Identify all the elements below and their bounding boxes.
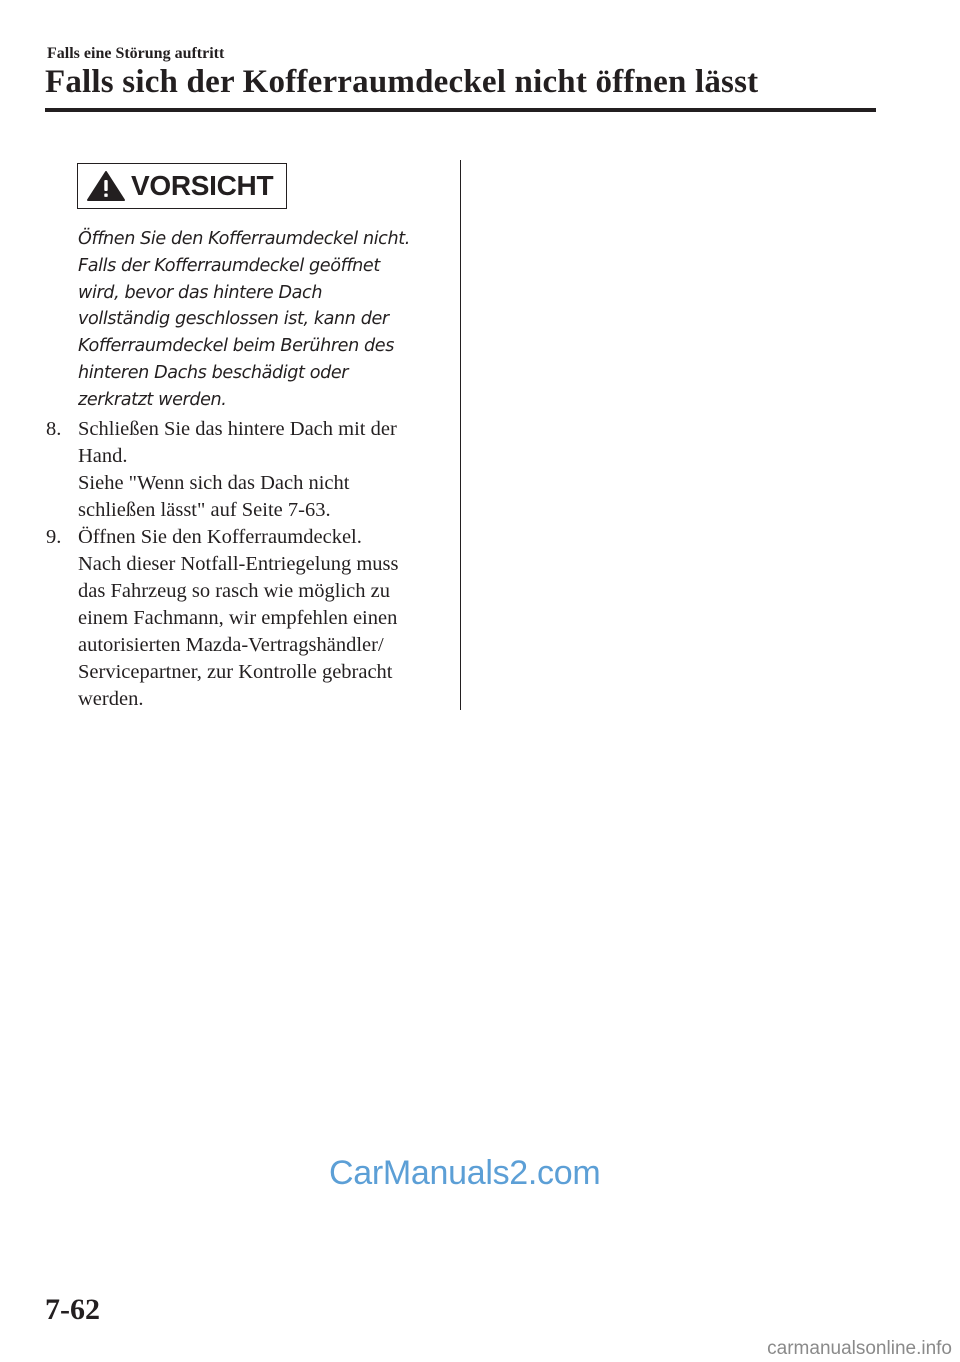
column-divider — [460, 160, 461, 710]
step-line: Nach dieser Notfall-Entriegelung muss — [78, 553, 399, 575]
steps-list — [46, 416, 446, 713]
caution-box — [77, 163, 287, 209]
footer-watermark: carmanualsonline.info — [767, 1338, 952, 1359]
page-number: 7-62 — [45, 1293, 100, 1326]
step-line: einem Fachmann, wir empfehlen einen — [78, 607, 398, 629]
caution-line: vollständig geschlossen ist, kann der — [78, 309, 389, 330]
step-line: Schließen Sie das hintere Dach mit der — [78, 418, 397, 440]
page-title: Falls sich der Kofferraumdeckel nicht öffnen lässt — [45, 64, 759, 100]
step-number: 9. — [46, 526, 62, 548]
step-line: Öffnen Sie den Kofferraumdeckel. — [78, 526, 362, 548]
step-line: Hand. — [78, 445, 128, 467]
step-line: autorisierten Mazda-Vertragshändler/ — [78, 634, 384, 656]
caution-line: hinteren Dachs beschädigt oder — [78, 362, 349, 383]
step-line: Siehe "Wenn sich das Dach nicht — [78, 472, 350, 494]
caution-text — [78, 226, 448, 414]
step-number: 8. — [46, 418, 62, 440]
caution-line: Kofferraumdeckel beim Berühren des — [78, 336, 394, 357]
step-9 — [46, 524, 446, 713]
caution-line: Falls der Kofferraumdeckel geöffnet — [78, 255, 380, 276]
caution-line: wird, bevor das hintere Dach — [78, 282, 323, 303]
title-rule — [45, 108, 876, 112]
step-line: das Fahrzeug so rasch wie möglich zu — [78, 580, 390, 602]
watermark: CarManuals2.com — [329, 1154, 601, 1192]
caution-line: Öffnen Sie den Kofferraumdeckel nicht. — [78, 229, 410, 249]
step-line: schließen lässt" auf Seite 7-63. — [78, 499, 331, 521]
caution-line: zerkratzt werden. — [78, 389, 227, 410]
section-label: Falls eine Störung auftritt — [47, 45, 225, 62]
step-line: Servicepartner, zur Kontrolle gebracht — [78, 661, 393, 683]
step-line: werden. — [78, 688, 144, 710]
caution-label: VORSICHT — [131, 170, 274, 201]
warning-triangle-icon — [86, 170, 126, 202]
step-8 — [46, 416, 446, 524]
